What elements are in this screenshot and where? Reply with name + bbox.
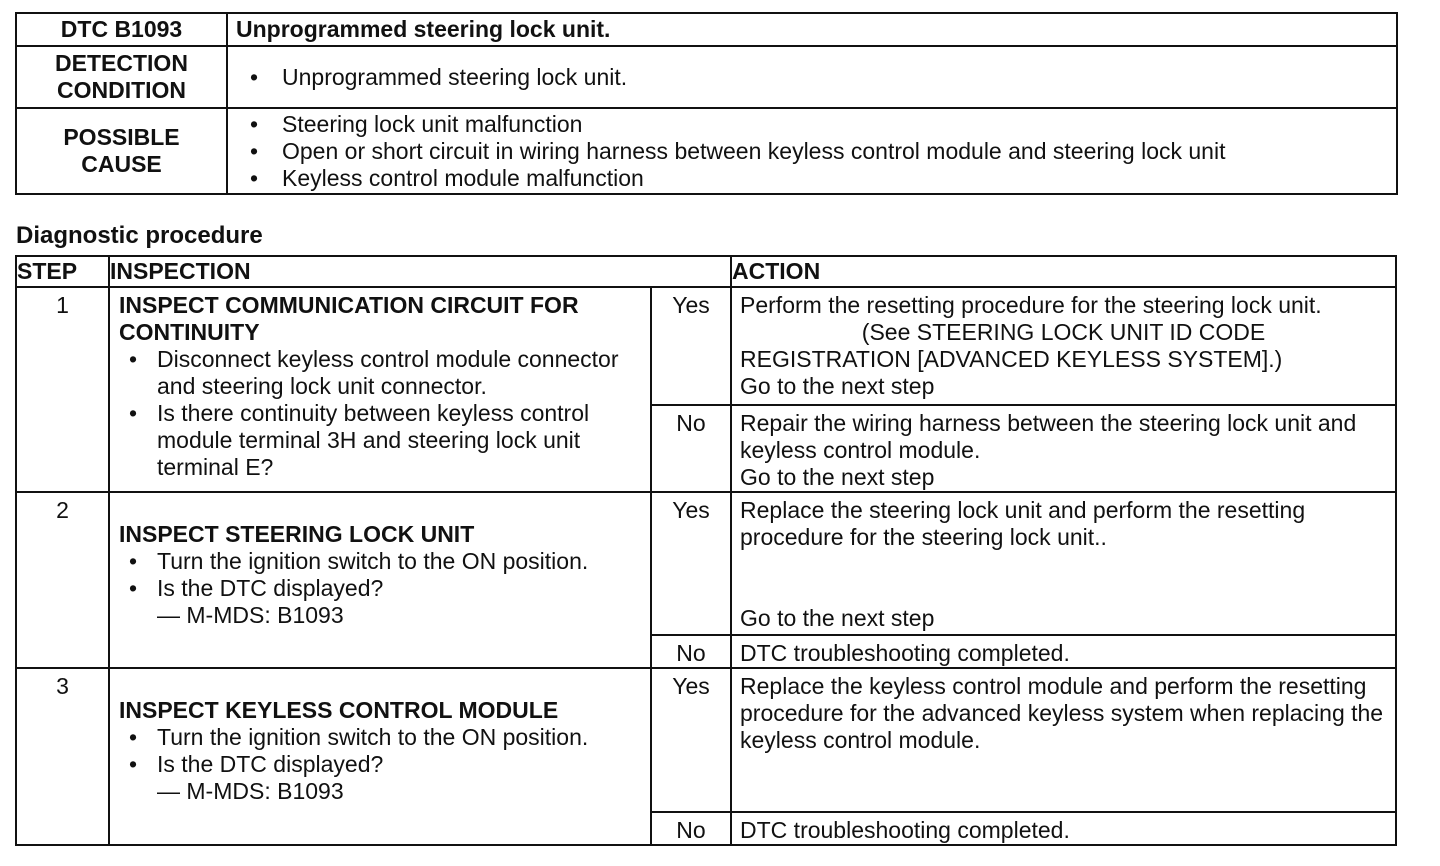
step-2-yes-row	[16, 492, 1396, 635]
action-line: Replace the steering lock unit and perform the resetting procedure for the steering lock unit..	[740, 497, 1306, 550]
yes-action: Replace the keyless control module and perform the resetting procedure for the advanced keyless system when replacing the keyless control module.	[731, 668, 1396, 812]
detection-condition-label	[16, 46, 227, 108]
no-label: No	[651, 405, 731, 492]
yes-label: Yes	[651, 287, 731, 405]
inspection-item: • Turn the ignition switch to the ON position.	[119, 548, 640, 575]
yes-action	[731, 492, 1396, 635]
diagnostic-procedure-heading: Diagnostic procedure	[16, 222, 263, 249]
step-3-yes-row	[16, 668, 1396, 812]
no-action: DTC troubleshooting completed.	[731, 812, 1396, 845]
inspection-title-cont: CONTINUITY	[119, 319, 260, 345]
detection-condition-value	[227, 46, 1397, 108]
action-line: REGISTRATION [ADVANCED KEYLESS SYSTEM].)	[740, 346, 1283, 372]
header-step: STEP	[16, 256, 109, 287]
no-action: DTC troubleshooting completed.	[731, 635, 1396, 668]
inspection-item: • Turn the ignition switch to the ON position.	[119, 724, 640, 751]
cause-item: • Steering lock unit malfunction	[236, 111, 1396, 138]
detection-item: • Unprogrammed steering lock unit.	[236, 64, 1396, 91]
cause-list	[236, 111, 1396, 192]
inspection-title: INSPECT KEYLESS CONTROL MODULE	[119, 697, 559, 723]
yes-action	[731, 287, 1396, 405]
inspection-title: INSPECT STEERING LOCK UNIT	[119, 521, 475, 547]
dtc-code-cell: DTC B1093	[16, 13, 227, 46]
inspection-item: • Is the DTC displayed?	[119, 575, 640, 602]
header-action: ACTION	[731, 256, 1396, 287]
step-number: 3	[16, 668, 109, 845]
yes-label: Yes	[651, 492, 731, 635]
yes-label: Yes	[651, 668, 731, 812]
inspection-title: INSPECT COMMUNICATION CIRCUIT FOR	[119, 292, 579, 318]
step-inspection	[109, 287, 651, 492]
cause-label-line1: POSSIBLE	[63, 124, 180, 150]
possible-cause-value	[227, 108, 1397, 194]
step-number: 2	[16, 492, 109, 668]
inspection-item: • Is the DTC displayed?	[119, 751, 640, 778]
cause-item: • Keyless control module malfunction	[236, 165, 1396, 192]
step-inspection	[109, 492, 651, 668]
detection-label-line1: DETECTION	[55, 50, 188, 76]
inspection-item: • Disconnect keyless control module connector and steering lock unit connector.	[119, 346, 640, 400]
spacer	[740, 551, 1387, 605]
step-inspection	[109, 668, 651, 845]
inspection-list	[119, 548, 640, 602]
action-line: Perform the resetting procedure for the steering lock unit.	[740, 292, 1322, 318]
no-action	[731, 405, 1396, 492]
inspection-item: • Is there continuity between keyless control module terminal 3H and steering lock unit terminal E?	[119, 400, 640, 481]
no-label: No	[651, 812, 731, 845]
action-line: Repair the wiring harness between the steering lock unit and keyless control module.	[740, 410, 1357, 463]
action-reference: (See STEERING LOCK UNIT ID CODE	[861, 319, 1266, 345]
cause-item: • Open or short circuit in wiring harness between keyless control module and steering lock unit	[236, 138, 1396, 165]
step-number: 1	[16, 287, 109, 492]
header-inspection: INSPECTION	[109, 256, 731, 287]
inspection-list	[119, 724, 640, 778]
cause-label-line2: CAUSE	[81, 151, 162, 177]
diagnostic-procedure-table	[15, 255, 1397, 846]
detection-label-line2: CONDITION	[56, 77, 187, 103]
possible-cause-label	[16, 108, 227, 194]
detection-list	[236, 64, 1396, 91]
inspection-sub-item: — M-MDS: B1093	[157, 778, 344, 804]
action-next-step: Go to the next step	[740, 605, 935, 631]
inspection-list	[119, 346, 640, 481]
dtc-summary-table	[15, 12, 1398, 195]
action-next-step: Go to the next step	[740, 373, 935, 399]
no-label: No	[651, 635, 731, 668]
step-1-yes-row	[16, 287, 1396, 405]
inspection-sub-item: — M-MDS: B1093	[157, 602, 344, 628]
action-next-step: Go to the next step	[740, 464, 935, 490]
dtc-description: Unprogrammed steering lock unit.	[227, 13, 1397, 46]
